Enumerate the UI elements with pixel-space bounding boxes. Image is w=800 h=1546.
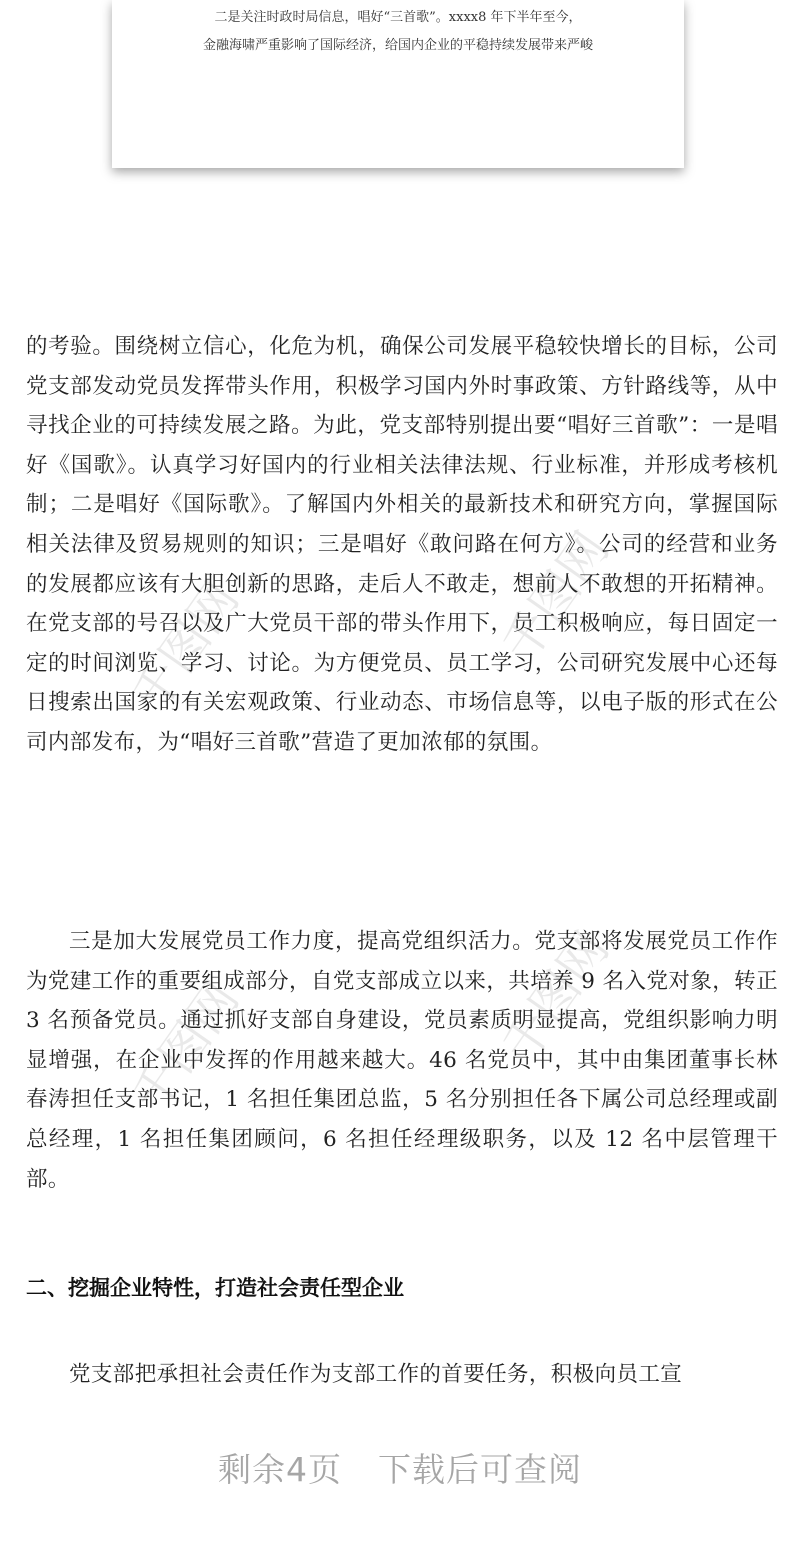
watermark-logo: 千图网 bbox=[121, 572, 250, 723]
watermark-logo: 千图网 bbox=[491, 922, 620, 1073]
body-paragraph: 的考验。围绕树立信心，化危为机，确保公司发展平稳较快增长的目标，公司党支部发动党员发挥带头作用，积极学习国内外时事政策、方针路线等，从中寻找企业的可持续发展之路。为此，党支部特别提出要“唱好三首歌”：一是唱好《国歌》。认真学习好国内的行业相关法律法规、行业标准，并形成考核机制；二是唱好《国际歌》。了解国内外相关的最新技术和研究方向，掌握国际相关法律及贸易规则的知识；三是唱好《敢问路在何方》。公司的经营和业务的发展都应该有大胆创新的思路，走后人不敢走，想前人不敢想的开拓精神。在党支部的号召以及广大党员干部的带头作用下，员工积极响应，每日固定一定的时间浏览、学习、讨论。为方便党员、员工学习，公司研究发展中心还每日搜索出国家的有关宏观政策、行业动态、市场信息等，以电子版的形式在公司内部发布，为“唱好三首歌”营造了更加浓郁的氛围。 bbox=[26, 334, 778, 755]
download-to-view-label: 下载后可查阅 bbox=[378, 1450, 582, 1489]
watermark-logo: 千图网 bbox=[491, 522, 620, 673]
preview-text-line: 金融海啸严重影响了国际经济，给国内企业的平稳持续发展带来严峻 bbox=[202, 38, 593, 53]
preview-text-line: 二是关注时政时局信息，唱好“三首歌”。xxxx8 年下半年至今， bbox=[214, 10, 582, 25]
download-prompt[interactable] bbox=[0, 1444, 800, 1491]
watermark-logo: 千图网 bbox=[121, 972, 250, 1123]
preview-page-card bbox=[112, 0, 684, 168]
section-heading: 二、挖掘企业特性，打造社会责任型企业 bbox=[26, 1276, 404, 1300]
body-paragraph: 党支部把承担社会责任作为支部工作的首要任务，积极向员工宣 bbox=[69, 1362, 683, 1387]
body-paragraph: 三是加大发展党员工作力度，提高党组织活力。党支部将发展党员工作作为党建工作的重要组成部分，自党支部成立以来，共培养 9 名入党对象，转正 3 名预备党员。通过抓好支部自身建设，党员素质明显提高，党组织影响力明显增强，在企业中发挥的作用越来越大。46 名党员中，其中由集团董事长林春涛担任支部书记，1 名担任集团总监，5 名分别担任各下属公司总经理或副总经理，1 名担任集团顾问，6 名担任经理级职务，以及 12 名中层管理干部。 bbox=[26, 929, 778, 1192]
remaining-pages-label: 剩余4页 bbox=[218, 1450, 342, 1489]
